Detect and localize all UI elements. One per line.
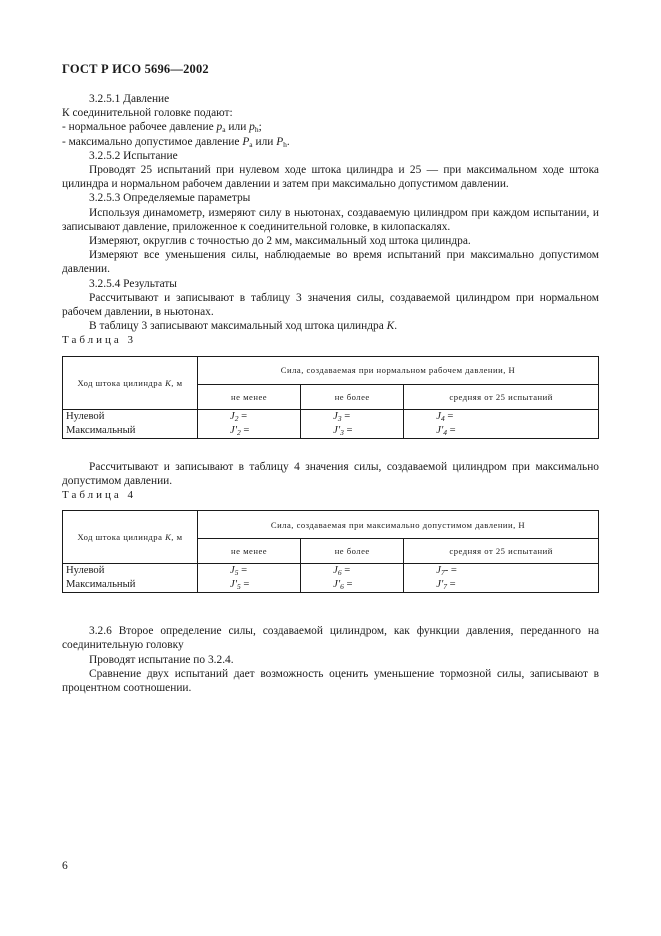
document-body (62, 92, 599, 695)
table-3 (62, 356, 599, 439)
section-3-2-5-4-p2: В таблицу 3 записывают максимальный ход штока цилиндра K. (89, 320, 398, 333)
table-row (63, 409, 599, 424)
table-cell: $J'_7$ = (404, 578, 599, 593)
section-3-2-6-p1: Проводят испытание по 3.2.4. (89, 653, 234, 666)
table-4-side-header: Ход штока цилиндра K, м (63, 511, 198, 564)
page-number: 6 (62, 860, 68, 872)
section-3-2-6-heading: 3.2.6 Второе определение силы, создаваемой цилиндром, как функции давления, переданного на соединительную головку (62, 625, 599, 652)
section-3-2-5-3-heading: 3.2.5.3 Определяемые параметры (89, 192, 251, 205)
table-3-side-header: Ход штока цилиндра K, м (63, 356, 198, 409)
table-cell: $J'_4$ = (404, 424, 599, 439)
table-row (63, 564, 599, 579)
section-3-2-5-1-heading: 3.2.5.1 Давление (89, 93, 170, 105)
pressure-item-1: - нормальное рабочее давление $p_a$ или $p_h$; (62, 121, 262, 135)
table-cell: $J'_3$ = (301, 424, 404, 439)
section-3-2-5-4-p1: Рассчитывают и записывают в таблицу 3 значения силы, создаваемой цилиндром при нормальном рабочем давлении, в ньютонах. (62, 291, 599, 319)
section-3-2-5-3-p2: Измеряют, округлив с точностью до 2 мм, максимальный ход штока цилиндра. (89, 235, 471, 248)
table-cell: $J_7-$ = (404, 564, 599, 579)
row-label: Нулевой (63, 564, 198, 579)
section-3-2-5-3-p1: Используя динамометр, измеряют силу в ньютонах, создаваемую цилиндром при каждом испытании, и записывают давление, приложенное к соединительной головке, в килопаскалях. (62, 206, 599, 233)
section-3-2-5-4-heading: 3.2.5.4 Результаты (89, 277, 177, 290)
table-4-col-max: не более (301, 539, 404, 564)
table-4-caption: Таблица 4 (62, 489, 137, 502)
table-row (63, 424, 599, 439)
section-3-2-5-3-p3: Измеряют все уменьшения силы, наблюдаемые во время испытаний при максимально допустимом давлении. (62, 249, 599, 276)
table-4 (62, 510, 599, 593)
table-4-group-header: Сила, создаваемая при максимально допустимом давлении, Н (198, 511, 599, 539)
section-3-2-5-1-intro: К соединительной головке подают: (62, 107, 233, 120)
table-3-col-avg: средняя от 25 испытаний (404, 384, 599, 409)
table-4-col-avg: средняя от 25 испытаний (404, 539, 599, 564)
table-cell: $J'_5$ = (198, 578, 301, 593)
table-3-col-min: не менее (198, 384, 301, 409)
row-label: Максимальный (63, 424, 198, 439)
pressure-item-2: - максимально допустимое давление $P_a$ или $P_h$. (62, 135, 290, 149)
row-label: Максимальный (63, 578, 198, 593)
section-3-2-5-2-text: Проводят 25 испытаний при нулевом ходе штока цилиндра и 25 — при максимальном ходе штока цилиндра и нормальном рабочем давлении и затем при максимально допустимом давлении. (62, 164, 599, 191)
table-cell: $J_2$ = (198, 409, 301, 424)
table-cell: $J_4$ = (404, 409, 599, 424)
table-cell: $J'_6$ = (301, 578, 404, 593)
table-3-group-header: Сила, создаваемая при нормальном рабочем давлении, Н (198, 356, 599, 384)
table-cell: $J_5$ = (198, 564, 301, 579)
table-4-col-min: не менее (198, 539, 301, 564)
table-row (63, 578, 599, 593)
table-cell: $J_6$ = (301, 564, 404, 579)
document-header: ГОСТ Р ИСО 5696—2002 (62, 62, 209, 76)
section-3-2-6-p2: Сравнение двух испытаний дает возможность оценить уменьшение тормозной силы, записывают в процентном соотношении. (62, 667, 599, 695)
row-label: Нулевой (63, 409, 198, 424)
between-tables-text: Рассчитывают и записывают в таблицу 4 значения силы, создаваемой цилиндром при максимально допустимом давлении. (62, 460, 599, 487)
table-3-col-max: не более (301, 384, 404, 409)
table-cell: $J_3$ = (301, 409, 404, 424)
table-3-caption: Таблица 3 (62, 334, 137, 347)
table-cell: $J'_2$ = (198, 424, 301, 439)
section-3-2-5-2-heading: 3.2.5.2 Испытание (89, 149, 178, 162)
